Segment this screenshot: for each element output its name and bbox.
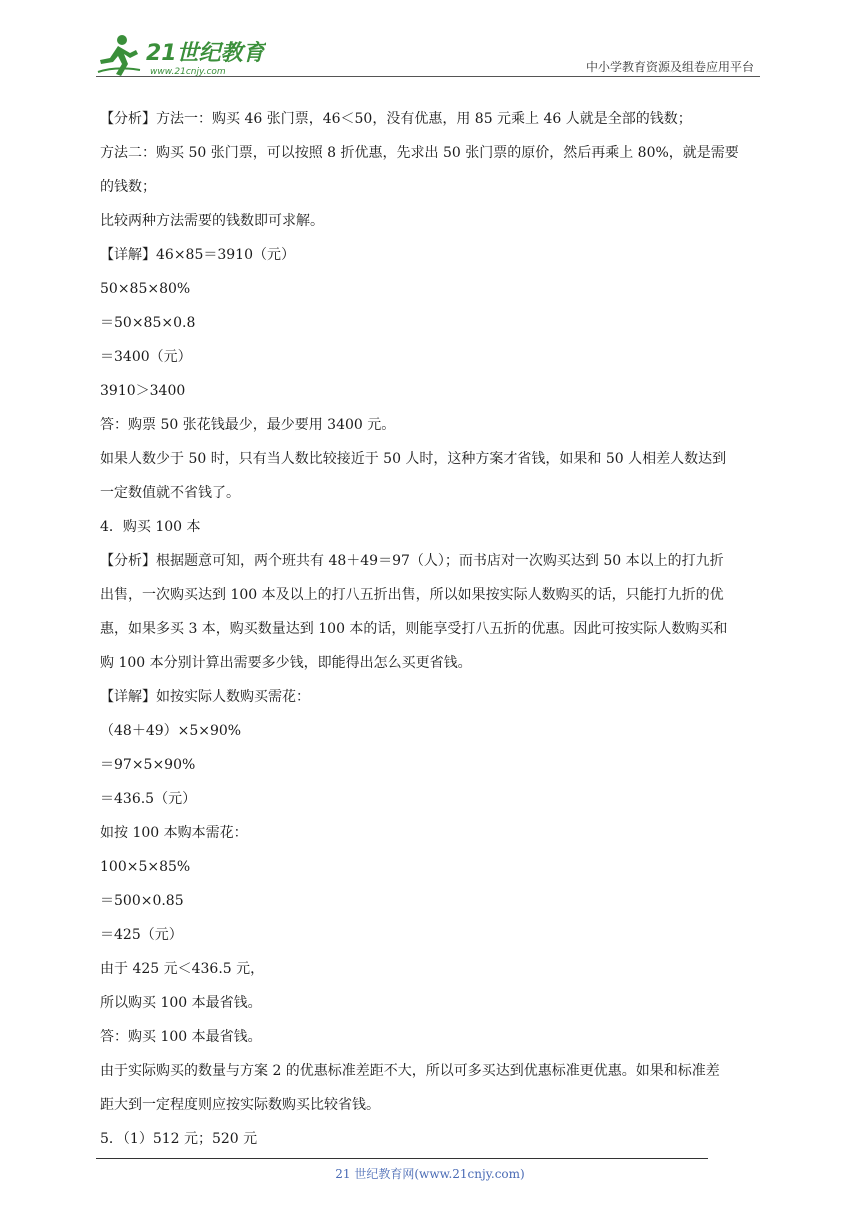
text-line: 购 100 本分别计算出需要多少钱，即能得出怎么买更省钱。 <box>100 655 472 671</box>
runner-icon <box>98 35 140 76</box>
text-line: 答：购买 100 本最省钱。 <box>100 1029 262 1045</box>
page-header <box>96 30 760 80</box>
text-line: 答：购票 50 张花钱最少，最少要用 3400 元。 <box>100 417 396 433</box>
text-line: 比较两种方法需要的钱数即可求解。 <box>100 213 324 229</box>
text-line: 【分析】根据题意可知，两个班共有 48＋49＝97（人）；而书店对一次购买达到 50 本以上的打九折 <box>100 553 724 569</box>
text-line: ＝50×85×0.8 <box>100 315 196 331</box>
text-line: 出售，一次购买达到 100 本及以上的打八五折出售，所以如果按实际人数购买的话，只能打九折的优 <box>100 587 724 603</box>
text-line: （48＋49）×5×90% <box>100 723 242 739</box>
text-line: 【详解】如按实际人数购买需花： <box>100 689 310 705</box>
text-line: ＝3400（元） <box>100 349 192 365</box>
text-line: 【分析】方法一：购买 46 张门票，46＜50，没有优惠，用 85 元乘上 46 人就是全部的钱数； <box>100 111 692 127</box>
text-line: 5．（1）512 元；520 元 <box>100 1131 258 1147</box>
text-line: ＝97×5×90% <box>100 757 196 773</box>
text-line: 如果人数少于 50 时，只有当人数比较接近于 50 人时，这种方案才省钱，如果和 50 人相差人数达到 <box>100 451 727 467</box>
footer-text: 21 世纪教育网(www.21cnjy.com) <box>335 1167 525 1181</box>
text-line: 所以购买 100 本最省钱。 <box>100 995 262 1011</box>
text-line: 如按 100 本购本需花： <box>100 825 248 841</box>
text-line: 4．购买 100 本 <box>100 519 201 535</box>
text-line: 50×85×80% <box>100 281 191 297</box>
text-line: ＝425（元） <box>100 927 183 943</box>
footer-divider <box>96 1158 708 1159</box>
text-line: 一定数值就不省钱了。 <box>100 485 240 501</box>
site-logo <box>96 32 266 78</box>
text-line: 3910＞3400 <box>100 383 186 399</box>
text-line: 惠，如果多买 3 本，购买数量达到 100 本的话，则能享受打八五折的优惠。因此可按实际人数购买和 <box>100 621 728 637</box>
svg-text:www.21cnjy.com: www.21cnjy.com <box>150 67 226 77</box>
text-line: 距大到一定程度则应按实际数购买比较省钱。 <box>100 1097 380 1113</box>
header-divider <box>96 76 760 77</box>
text-line: 由于 425 元＜436.5 元， <box>100 961 265 977</box>
document-body <box>100 102 764 1156</box>
text-line: 【详解】46×85＝3910（元） <box>100 247 295 263</box>
text-line: ＝500×0.85 <box>100 893 184 909</box>
text-line: 由于实际购买的数量与方案 2 的优惠标准差距不大，所以可多买达到优惠标准更优惠。如果和标准差 <box>100 1063 720 1079</box>
text-line: ＝436.5（元） <box>100 791 197 807</box>
text-line: 的钱数； <box>100 179 156 195</box>
header-tagline: 中小学教育资源及组卷应用平台 <box>585 60 754 74</box>
text-line: 方法二：购买 50 张门票，可以按照 8 折优惠，先求出 50 张门票的原价，然后再乘上 80%，就是需要 <box>100 145 739 161</box>
svg-text:21世纪教育: 21世纪教育 <box>146 41 265 66</box>
text-line: 100×5×85% <box>100 859 191 875</box>
